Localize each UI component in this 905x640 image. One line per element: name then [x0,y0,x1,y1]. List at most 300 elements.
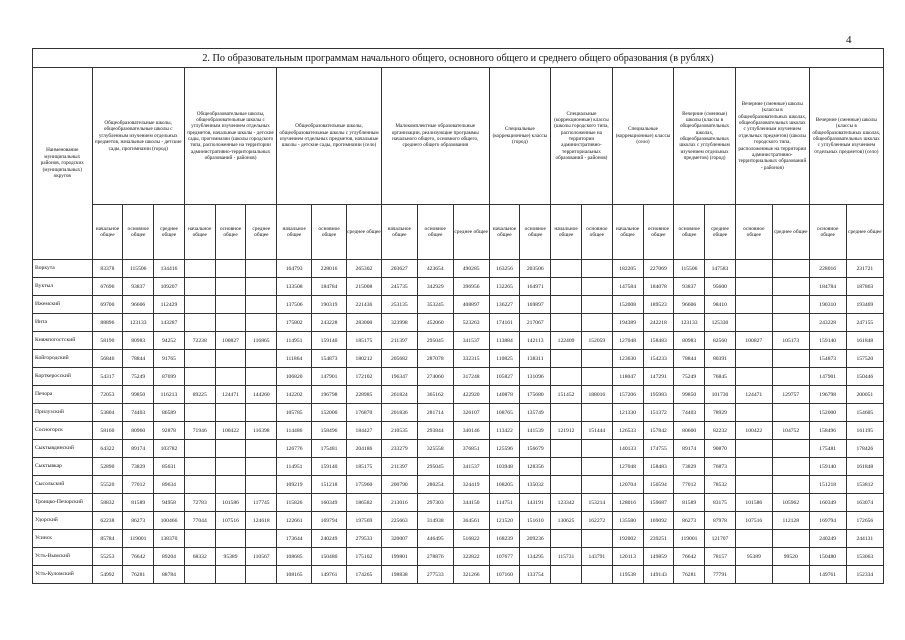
cost-value [215,476,246,494]
column-sub-header: начальное общее [277,205,312,260]
cost-value: 253135 [381,296,417,314]
cost-value [581,260,612,278]
cost-value: 147901 [312,368,347,386]
cost-value: 111864 [277,350,312,368]
cost-value: 172102 [346,368,381,386]
cost-value [772,458,809,476]
cost-value: 68332 [184,548,215,566]
cost-value: 124471 [735,386,772,404]
cost-value: 89174 [674,440,705,458]
district-name: Усть-Вымский [33,548,93,566]
cost-value: 136227 [489,296,520,314]
column-sub-header: среднее общее [154,205,185,260]
cost-value [184,260,215,278]
cost-value [215,260,246,278]
cost-value: 190310 [809,296,846,314]
cost-value: 76845 [705,368,736,386]
table-row [33,566,884,584]
cost-value [772,476,809,494]
cost-value: 140133 [612,440,643,458]
cost-value [735,296,772,314]
cost-value: 143791 [581,548,612,566]
cost-value: 108765 [489,404,520,422]
column-sub-header: основное общее [674,205,705,260]
cost-value: 71946 [184,422,215,440]
cost-value: 210535 [381,422,417,440]
column-sub-header: основное общее [417,205,453,260]
cost-value: 108165 [277,566,312,584]
cost-value: 203506 [520,260,551,278]
cost-value: 158483 [643,458,674,476]
cost-value: 227069 [643,260,674,278]
cost-value [735,368,772,386]
cost-value: 109219 [277,476,312,494]
cost-value: 98410 [705,296,736,314]
column-sub-header: основное общее [643,205,674,260]
cost-value: 169897 [520,296,551,314]
cost-value: 93837 [674,278,705,296]
table-row [33,296,884,314]
cost-value: 200790 [381,476,417,494]
cost-value: 244131 [846,530,883,548]
cost-value: 100827 [215,332,246,350]
cost-value [581,404,612,422]
cost-value: 108685 [277,548,312,566]
column-sub-header: среднее общее [246,205,277,260]
column-sub-header: среднее общее [453,205,489,260]
cost-value: 103782 [154,440,185,458]
cost-value: 192002 [612,530,643,548]
cost-value: 150446 [846,368,883,386]
cost-value [184,314,215,332]
cost-value: 87699 [154,368,185,386]
cost-value: 265302 [346,260,381,278]
cost-value: 516822 [453,530,489,548]
cost-value: 110825 [489,350,520,368]
cost-value: 277533 [417,566,453,584]
cost-value: 64322 [92,440,123,458]
cost-value: 176870 [346,404,381,422]
cost-value: 157520 [846,350,883,368]
cost-value [551,368,582,386]
cost-value: 151444 [581,422,612,440]
cost-value [215,440,246,458]
cost-value [184,278,215,296]
cost-value: 78844 [674,350,705,368]
column-group-header: Вечерние (сменные) школы (классы в общеобразовательных школах, общеобразовательных школах с углубленным изучением отдельных предметов) (село) [809,68,883,205]
cost-value: 150480 [312,548,347,566]
cost-value [246,296,277,314]
column-sub-header: среднее общее [346,205,381,260]
column-sub-header: основное общее [735,205,772,260]
cost-value: 158496 [809,422,846,440]
cost-value: 160349 [312,494,347,512]
cost-value: 156679 [520,440,551,458]
cost-value: 184427 [346,422,381,440]
cost-value: 89634 [154,476,185,494]
cost-value: 101730 [705,386,736,404]
cost-value: 198838 [381,566,417,584]
cost-value [581,278,612,296]
cost-value: 152000 [312,404,347,422]
cost-value: 149761 [809,566,846,584]
cost-value: 233279 [381,440,417,458]
cost-value: 78844 [123,350,154,368]
cost-value: 113884 [489,332,520,350]
table-row [33,368,884,386]
cost-value [772,296,809,314]
cost-value: 151218 [312,476,347,494]
cost-value: 153063 [846,548,883,566]
cost-value: 85631 [154,458,185,476]
cost-value [772,278,809,296]
cost-value: 116398 [246,422,277,440]
table-row [33,530,884,548]
cost-value: 52890 [92,458,123,476]
cost-value: 364561 [453,512,489,530]
cost-value: 322822 [453,548,489,566]
cost-value [246,278,277,296]
cost-value: 135032 [520,476,551,494]
cost-value: 225663 [381,512,417,530]
cost-value: 112128 [772,512,809,530]
cost-value: 56846 [92,350,123,368]
cost-value [184,368,215,386]
cost-value: 55253 [92,548,123,566]
cost-value: 287078 [417,350,453,368]
cost-value [735,260,772,278]
cost-value: 123133 [674,314,705,332]
cost-value: 127048 [612,332,643,350]
cost-value: 88896 [92,314,123,332]
district-name: Усть-Куломский [33,566,93,584]
column-sub-header: начальное общее [551,205,582,260]
cost-value [246,368,277,386]
cost-value [215,404,246,422]
cost-value: 321266 [453,566,489,584]
cost-value [735,350,772,368]
cost-value: 78157 [705,548,736,566]
cost-value: 151372 [643,404,674,422]
district-name: Сыктывкар [33,458,93,476]
cost-value: 151610 [520,512,551,530]
cost-value: 158496 [312,422,347,440]
cost-value: 121707 [705,530,736,548]
cost-value [184,530,215,548]
cost-value: 121330 [612,404,643,422]
cost-value: 105962 [772,494,809,512]
cost-value [551,260,582,278]
column-sub-header: основное общее [312,205,347,260]
cost-value: 83378 [92,260,123,278]
cost-value: 211397 [381,458,417,476]
cost-value: 101586 [215,494,246,512]
cost-value: 133508 [277,278,312,296]
cost-value: 133754 [520,566,551,584]
cost-value: 138311 [520,350,551,368]
cost-value: 193469 [846,296,883,314]
cost-value: 94252 [154,332,185,350]
cost-value: 128356 [520,458,551,476]
cost-value: 107677 [489,548,520,566]
cost-value: 240249 [312,530,347,548]
cost-value: 228985 [346,386,381,404]
cost-value: 174265 [346,566,381,584]
cost-value [215,314,246,332]
district-name: Сосногорск [33,422,93,440]
cost-value: 353245 [417,296,453,314]
table-row [33,314,884,332]
cost-table [32,48,884,584]
cost-value: 280254 [417,476,453,494]
cost-value: 423654 [417,260,453,278]
cost-value: 58160 [92,422,123,440]
column-group-header: Общеобразовательные школы, общеобразовательные школы с углубленным изучением отдельных предметов, начальные школы - детские сады, прогимназии (школы городского типа, расположенные на территории административно-территориальных образований - районов) [184,68,276,205]
cost-value: 408897 [453,296,489,314]
cost-value: 78532 [705,476,736,494]
cost-value [581,350,612,368]
cost-value [735,440,772,458]
cost-value [551,476,582,494]
district-name: Корткеросский [33,368,93,386]
table-row [33,494,884,512]
column-sub-header: начальное общее [381,205,417,260]
column-group-header: Специальные (коррекционные) классы (село) [612,68,674,205]
column-sub-header: основное общее [215,205,246,260]
cost-value: 293844 [417,422,453,440]
cost-value: 317248 [453,368,489,386]
cost-value: 104752 [772,422,809,440]
cost-value: 323998 [381,314,417,332]
cost-value: 154233 [643,350,674,368]
cost-value: 126533 [612,422,643,440]
cost-value: 58832 [92,494,123,512]
district-name: Ижемский [33,296,93,314]
cost-value: 67696 [92,278,123,296]
cost-value: 75249 [674,368,705,386]
cost-value: 452060 [417,314,453,332]
cost-value: 80600 [674,422,705,440]
cost-value: 80960 [123,422,154,440]
cost-value: 74403 [674,404,705,422]
cost-value: 199801 [381,548,417,566]
cost-value: 95389 [215,548,246,566]
sub-header-row [33,205,884,260]
cost-value: 178426 [846,440,883,458]
cost-value: 195983 [643,386,674,404]
cost-value: 143287 [154,314,185,332]
cost-value: 196798 [312,386,347,404]
cost-value: 446495 [417,530,453,548]
cost-value: 74403 [123,404,154,422]
cost-value: 123342 [551,494,582,512]
cost-value: 490285 [453,260,489,278]
cost-value: 140878 [489,386,520,404]
cost-value: 184784 [312,278,347,296]
cost-value [581,314,612,332]
cost-value: 154873 [312,350,347,368]
cost-value: 76873 [705,458,736,476]
cost-value: 76281 [674,566,705,584]
cost-value: 114751 [489,494,520,512]
cost-value: 149859 [643,548,674,566]
column-sub-header: начальное общее [92,205,123,260]
cost-value: 80983 [674,332,705,350]
cost-value: 88784 [154,566,185,584]
cost-value [735,530,772,548]
column-sub-header: начальное общее [612,205,643,260]
cost-value: 342929 [417,278,453,296]
cost-value [551,296,582,314]
cost-value: 194389 [612,314,643,332]
cost-value: 86589 [154,404,185,422]
cost-value: 211397 [381,332,417,350]
cost-value: 221436 [346,296,381,314]
district-name: Койгородский [33,350,93,368]
cost-value: 142202 [277,386,312,404]
cost-value: 196798 [809,386,846,404]
cost-value: 78929 [705,404,736,422]
cost-value [735,404,772,422]
cost-value: 101586 [735,494,772,512]
cost-value: 376851 [453,440,489,458]
cost-value: 135749 [520,404,551,422]
cost-value: 85784 [92,530,123,548]
cost-value: 147584 [612,278,643,296]
cost-value [184,296,215,314]
cost-value: 182205 [612,260,643,278]
cost-value: 129757 [772,386,809,404]
cost-value [246,404,277,422]
cost-value [184,404,215,422]
cost-value: 152000 [809,404,846,422]
cost-value: 69700 [92,296,123,314]
cost-value: 261824 [381,386,417,404]
cost-value: 115506 [674,260,705,278]
cost-value: 77044 [184,512,215,530]
cost-value: 75249 [123,368,154,386]
cost-value: 76281 [123,566,154,584]
cost-value: 86273 [123,512,154,530]
cost-value: 119001 [674,530,705,548]
cost-value: 128016 [612,494,643,512]
cost-value: 105785 [277,404,312,422]
cost-value: 91765 [154,350,185,368]
district-name: Троицко-Печорский [33,494,93,512]
cost-value: 142113 [520,332,551,350]
table-row [33,260,884,278]
column-group-header: Малокомплектные образовательные организации, реализующие программы начального общего, основного общего, среднего общего образования [381,68,489,205]
cost-value [772,440,809,458]
table-row [33,440,884,458]
cost-value: 147291 [643,368,674,386]
cost-value: 76642 [674,548,705,566]
cost-value: 114951 [277,332,312,350]
cost-value: 209236 [520,530,551,548]
cost-value: 197569 [346,512,381,530]
cost-value: 149143 [643,566,674,584]
cost-value: 341537 [453,458,489,476]
district-name: Княжпогостский [33,332,93,350]
cost-value: 169794 [809,512,846,530]
cost-value: 109207 [154,278,185,296]
cost-value: 169092 [643,512,674,530]
cost-value: 77012 [674,476,705,494]
cost-value: 324419 [453,476,489,494]
cost-value: 120113 [612,548,643,566]
cost-value: 320007 [381,530,417,548]
cost-value: 107516 [215,512,246,530]
cost-value [735,566,772,584]
cost-value: 245735 [381,278,417,296]
cost-value: 205682 [381,350,417,368]
column-sub-header: основное общее [581,205,612,260]
cost-value: 114486 [277,422,312,440]
cost-value: 281714 [417,404,453,422]
cost-value [184,440,215,458]
cost-value: 164971 [520,278,551,296]
cost-value: 189523 [643,296,674,314]
cost-value: 326107 [453,404,489,422]
cost-value [215,350,246,368]
cost-value: 172656 [846,512,883,530]
cost-value: 143191 [520,494,551,512]
cost-value: 95389 [735,548,772,566]
cost-value: 93837 [123,278,154,296]
cost-value: 77791 [705,566,736,584]
cost-value: 99850 [674,386,705,404]
cost-value: 186582 [346,494,381,512]
cost-value: 126776 [277,440,312,458]
cost-value: 108205 [489,476,520,494]
cost-value: 107160 [489,566,520,584]
cost-value: 72238 [184,332,215,350]
table-row [33,350,884,368]
cost-value: 340146 [453,422,489,440]
table-title: 2. По образовательным программам начального общего, основного общего и среднего общего образования (в рублях) [33,49,884,68]
cost-value: 80983 [123,332,154,350]
cost-value: 201836 [381,404,417,422]
cost-value: 314938 [417,512,453,530]
cost-value [246,458,277,476]
cost-value: 87978 [705,512,736,530]
cost-value: 131096 [520,368,551,386]
district-name: Прилузский [33,404,93,422]
table-row [33,512,884,530]
cost-value: 113422 [489,422,520,440]
cost-value: 157842 [643,422,674,440]
cost-value: 190319 [312,296,347,314]
table-row [33,386,884,404]
cost-value: 115826 [277,494,312,512]
column-sub-header: начальное общее [184,205,215,260]
cost-value: 123133 [123,314,154,332]
cost-value: 137506 [277,296,312,314]
cost-value [735,476,772,494]
cost-value: 80391 [705,350,736,368]
cost-value: 422920 [453,386,489,404]
cost-value [184,458,215,476]
cost-value: 152008 [612,296,643,314]
cost-value: 124618 [246,512,277,530]
cost-value: 62238 [92,512,123,530]
cost-value: 81589 [123,494,154,512]
cost-value: 325558 [417,440,453,458]
page-number: 4 [846,34,852,46]
cost-value: 213016 [381,494,417,512]
district-name: Усинск [33,530,93,548]
district-name: Удорский [33,512,93,530]
